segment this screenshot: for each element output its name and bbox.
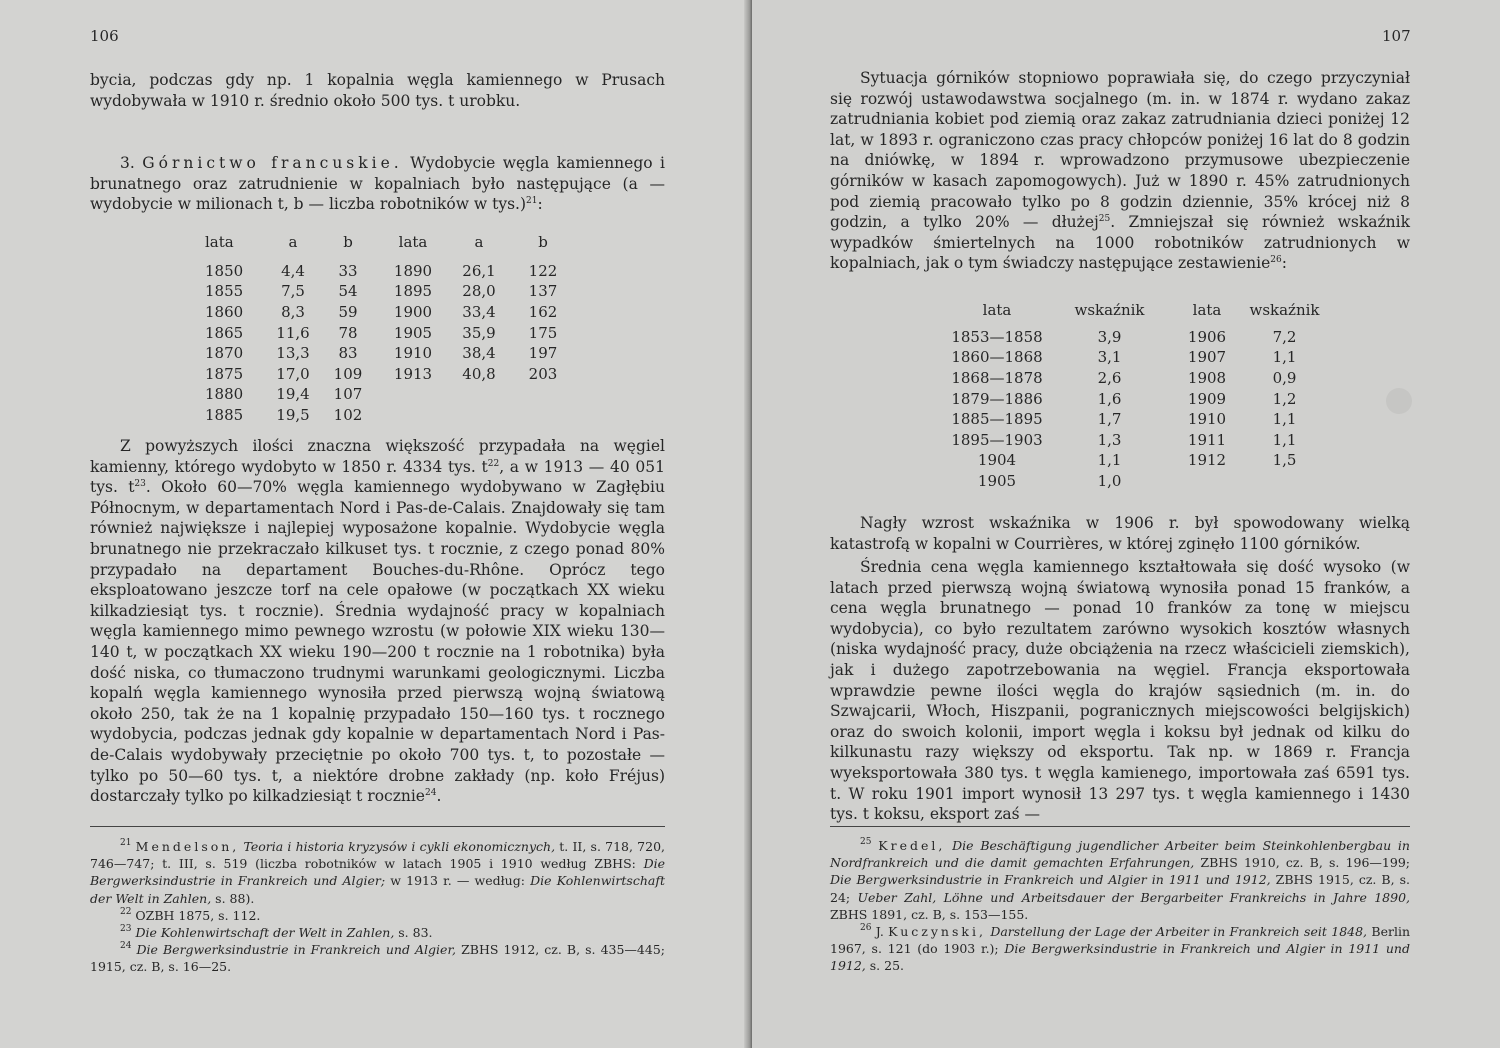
footnote-text: ZBHS 1891, cz. B, s. 153—155. [830,906,1029,922]
table-cell: 1906 [1187,327,1227,346]
footnote [90,941,665,975]
table-cell: 1911 [1187,430,1227,449]
table-cell: 1853—1858 [951,327,1043,346]
table-cell [509,384,577,405]
table-cell: 1904 [977,451,1017,470]
table-row [947,388,1327,409]
footnote-ref: 24 [424,788,437,799]
table-row [195,384,577,405]
author-name: Kuczynski, [888,924,986,940]
table-cell: 1,1 [1272,430,1297,449]
table-cell: 1885 [205,406,244,425]
table-cell: 1890 [393,261,433,280]
table-cell: 1905 [977,472,1017,491]
footnote-ref: 23 [134,479,146,490]
section-title: Górnictwo francuskie. [142,154,403,172]
footnote-number: 25 [860,837,872,847]
footnote-text: w 1913 r. — według: [385,873,531,889]
table-cell: 1,1 [1272,348,1297,367]
table-row [195,302,577,323]
table-cell: 162 [528,303,558,322]
table-cell [377,405,449,426]
table-cell: 1850 [205,261,244,280]
paragraph-continuation [90,70,665,111]
paragraph: Nagły wzrost wskaźnika w 1906 r. był spowodowany wielką katastrofą w kopalni w Courrières, w której zginęło 1100 górników. [830,514,1410,553]
paragraph: Średnia cena węgla kamiennego kształtowała się dość wysoko (w latach przed pierwszą wojną światową wynosiła ponad 15 franków, a cena węgla brunatnego — ponad 10 franków za tonę w miejscu wydobycia), co było rezultatem zarówno wysokich kosztów własnych (niska wydajność pracy, duże obciążenia na rzecz właścicieli ziemskich), jak i dużego zapotrzebowania na węgiel. Francja eksportowała wprawdzie pewne ilości węgla do krajów sąsiednich (m. in. do Szwajcarii, Włoch, Hiszpanii, pogranicznych miejscowości belgijskich) oraz do swoich kolonii, import węgla i koksu był jednak od kilku do kilkunastu razy większy od eksportu. Tak np. w 1869 r. Francja wyeksportowała 380 tys. t węgla kamienego, importowała zaś 6591 tys. t. W roku 1901 import wynosił 13 297 tys. t węgla kamiennego i 1430 tys. t koksu, eksport zaś — [830,558,1410,824]
table-cell: 122 [528,261,558,280]
table-cell: 59 [338,303,358,322]
work-title: Die Beschäftigung jugendlicher Arbeiter beim Steinkohlenbergbau in Nordfrankreich und die damit gemachten Erfahrungen, [830,838,1410,871]
section-number: 3. [120,154,143,172]
footnote-number: 26 [860,923,872,934]
table-cell: 78 [338,323,358,342]
footnotes [830,837,1410,975]
table-cell: 107 [333,385,363,404]
table-cell: 38,4 [462,344,496,363]
table-cell: 19,5 [276,406,310,425]
footnote-text: s. 83. [394,925,433,941]
table-row [195,261,577,282]
paragraph: bycia, podczas gdy np. 1 kopalnia węgla kamiennego w Prusach wydobywała w 1910 r. średnio około 500 tys. t urobku. [90,71,665,110]
table-cell: 17,0 [276,364,310,383]
paragraph-text: , a w 1913 — 40 051 tys. t [90,457,665,497]
table-cell: 0,9 [1272,369,1297,388]
footnote-number: 21 [120,838,132,848]
table-cell: 109 [333,364,363,383]
table-cell: 1885—1895 [951,410,1043,429]
table-cell: 1912 [1187,451,1227,470]
footnote-ref: 21 [526,196,538,207]
footnote-text: ZBHS 1912, cz. B, s. 435—445; 1915, cz. B, s. 16—25. [90,942,665,975]
table-cell: 1865 [205,323,244,342]
footnote-text: s. 88). [211,890,255,906]
table-row [195,364,577,385]
table-row [947,347,1327,368]
table-cell: 1855 [205,282,244,301]
table-row [947,368,1327,389]
table-cell: 1,5 [1272,451,1297,470]
table-cell [449,384,509,405]
coal-price-paragraph [830,557,1410,825]
table-row [947,450,1327,471]
table-body [195,261,577,426]
table-row [947,327,1327,348]
table-cell: 1909 [1187,389,1227,408]
column-header: lata [398,233,428,252]
table-cell [377,384,449,405]
table-cell: 28,0 [462,282,496,301]
table-cell: 1913 [393,364,433,383]
footnote-ref: 26 [1270,255,1282,266]
table-header-row [195,232,577,253]
table-cell: 1,2 [1272,389,1297,408]
table-cell: 1908 [1187,369,1227,388]
table-cell: 1910 [1187,410,1227,429]
table-header-row [947,300,1327,321]
footnote-divider [90,826,665,827]
column-header: wskaźnik [1249,301,1320,320]
work-title: Die Kohlenwirtschaft der Welt in Zahlen, [135,925,395,941]
column-header: b [343,233,353,252]
paragraph-text: Sytuacja górników stopniowo poprawiała się, do czego przyczyniał się rozwój ustawodawstwa socjalnego (m. in. w 1874 r. wydano zakaz zatrudniania kobiet pod ziemią oraz zakaz zatrudniania dzieci poniżej 12 lat, w 1893 r. ograniczono czas pracy chłopców poniżej 16 lat do 8 godzin na dniówkę, w 1894 r. wprowadzono przymusowe ubezpieczenie górników w kasach zapomogowych). Już w 1890 r. 45% zatrudnionych pod ziemią pracowało tylko po 8 godzin dziennie, 35% krócej niż 8 godzin, a tylko 20% — dłużej [830,69,1410,232]
footnote-ref: 22 [487,458,500,469]
table-cell: 8,3 [281,303,305,322]
table-cell: 1,7 [1097,410,1122,429]
footnote-text: ZBHS 1915, cz. B, s. 24; [830,872,1410,905]
paragraph [90,153,665,215]
table-cell: 1870 [205,344,244,363]
table-cell: 1880 [205,385,244,404]
work-title: Die Bergwerksindustrie in Frankreich und Algier; [90,856,665,889]
footnote [830,923,1410,975]
table-cell: 1,1 [1097,451,1122,470]
footnote [830,837,1410,923]
table-cell: 175 [528,323,558,342]
table-cell: 197 [528,344,558,363]
right-page [752,0,1500,1048]
table-cell: 1868—1878 [951,369,1043,388]
table-cell: 33,4 [462,303,496,322]
table-cell: 11,6 [276,323,310,342]
column-header: lata [1192,301,1222,320]
table-cell: 1,6 [1097,389,1122,408]
table-cell: 1,0 [1097,472,1122,491]
paragraph-text: Z powyższych ilości znaczna większość przypadała na węgiel kamienny, którego wydobyto w 1850 r. 4334 tys. t [90,437,665,476]
table-cell: 33 [338,261,358,280]
table-cell: 7,2 [1272,327,1297,346]
punctuation: : [1281,254,1287,273]
paper-blemish [1386,388,1412,414]
table-cell: 35,9 [462,323,496,342]
main-paragraph [90,436,665,807]
table-cell: 54 [338,282,358,301]
footnotes [90,838,665,976]
table-cell: 137 [528,282,558,301]
footnote-text: t. II, s. 718, 720, 746—747; t. III, s. 519 (liczba robotników w latach 1905 i 1910 według ZBHS: [90,839,666,872]
table-cell: 1875 [205,364,244,383]
work-title: Die Bergwerksindustrie in Frankreich und Algier in 1911 und 1912, [830,872,1271,888]
footnote-number: 23 [120,924,132,935]
work-title: Darstellung der Lage der Arbeiter in Frankreich seit 1848, [990,924,1368,940]
footnote-divider [830,826,1410,827]
page-number: 107 [1382,27,1411,45]
table-row [947,409,1327,430]
work-title: Die Bergwerksindustrie in Frankreich und Algier, [136,942,457,958]
section-intro [90,153,665,215]
work-title: Die Bergwerksindustrie in Frankreich und Algier in 1911 und 1912, [830,941,1410,974]
coal-production-table [195,232,577,425]
column-header: lata [205,233,234,252]
column-header: wskaźnik [1074,301,1145,320]
column-header: b [538,233,548,252]
table-cell: 83 [338,344,358,363]
punctuation: : [537,195,543,214]
table-row [195,281,577,302]
footnote [90,907,665,924]
author-name: Kredel, [878,838,946,853]
table-cell: 1910 [393,344,433,363]
table-cell [1172,471,1242,492]
page-number: 106 [90,27,119,45]
table-cell: 1907 [1187,348,1227,367]
footnote [90,838,665,907]
column-header: lata [982,301,1012,320]
table-cell: 40,8 [462,364,496,383]
punctuation: . [436,787,442,806]
footnote-text: s. 25. [865,958,905,974]
table-cell: 1900 [393,303,433,322]
table-cell: 1,1 [1272,410,1297,429]
table-cell: 1905 [393,323,433,342]
table-cell: 1895—1903 [951,430,1043,449]
table-row [947,471,1327,492]
column-header: a [288,233,298,252]
table-cell: 26,1 [462,261,496,280]
paragraph-text: . Około 60—70% węgla kamiennego wydobywano w Zagłębiu Północnym, w departamentach Nord i Pas-de-Calais. Znajdowały się tam również największe i najlepiej wyposażone kopalnie. Wydobycie węgla brunatnego nie przekraczało kilkuset tys. t rocznie, z czego ponad 80% przypadało na departament Bouches-du-Rhône. Oprócz tego eksploatowano jeszcze torf na cele opałowe (w początkach XX wieku kilkadziesiąt tys. t rocznie). Średnia wydajność pracy w kopalniach węgla kamiennego mimo pewnego wzrostu (w połowie XIX wieku 130—140 t, w początkach XX wieku 190—200 t rocznie na 1 robotnika) była dość niska, co tłumaczono trudnymi warunkami geologicznymi. Liczba kopalń węgla kamiennego wynosiła przed pierwszą wojną światową około 250, tak że na 1 kopalnię przypadało 150—160 tys. t rocznego wydobycia, podczas jednak gdy kopalnie w departamentach Nord i Pas-de-Calais wydobywały przeciętnie po około 700 tys. t, to pozostałe — tylko po 50—60 tys. t, a niektóre drobne zakłady (np. koło Fréjus) dostarczały tylko po kilkadziesiąt t rocznie [90,478,665,806]
table-cell [449,405,509,426]
table-cell: 1860 [205,303,244,322]
table-cell: 3,1 [1097,348,1122,367]
footnote [90,924,665,941]
work-title: Ueber Zahl, Löhne und Arbeitsdauer der Bergarbeiter Frankreichs in Jahre 1890, [857,889,1410,905]
footnote-text: Berlin 1967, s. 121 (do 1903 r.); [830,924,1410,957]
table-cell: 4,4 [281,261,305,280]
table-cell: 1895 [393,282,433,301]
accident-index-table [947,300,1327,491]
table-cell: 1879—1886 [951,389,1043,408]
table-cell: 1,3 [1097,430,1122,449]
table-cell: 102 [333,406,363,425]
table-cell: 1860—1868 [951,348,1043,367]
work-title: Die Kohlenwirtschaft der Welt in Zahlen, [90,873,665,906]
footnote-text: ZBHS 1910, cz. B, s. 196—199; [1194,855,1410,871]
footnote-text: J. [871,924,889,940]
column-header: a [474,233,484,252]
paragraph [830,68,1410,274]
work-title: Teoria i historia kryzysów i cykli ekonomicznych, [243,839,556,854]
table-row [947,430,1327,451]
table-row [195,343,577,364]
table-cell: 19,4 [276,385,310,404]
paragraph-text: Wydobycie węgla kamiennego i brunatnego oraz zatrudnienie w kopalniach było następujące (a — wydobycie w milionach t, b — liczba robotników w tys.) [90,154,666,214]
footnote-text: OZBH 1875, s. 112. [131,907,261,923]
table-body [947,327,1327,492]
footnote-ref: 25 [1098,214,1111,225]
footnote-number: 22 [120,906,132,917]
table-cell [509,405,577,426]
table-cell: 203 [528,364,558,383]
table-cell: 7,5 [281,282,305,301]
table-cell: 13,3 [276,344,310,363]
opening-paragraph [830,68,1410,274]
table-cell [1242,471,1327,492]
courrieres-paragraph [830,513,1410,554]
paragraph-text: . Zmniejszał się również wskaźnik wypadków śmiertelnych na 1000 robotników zatrudnionych w kopalniach, jak o tym świadczy następujące zestawienie [830,213,1410,273]
table-row [195,405,577,426]
table-row [195,322,577,343]
author-name: Mendelson, [135,839,240,854]
table-cell: 3,9 [1097,327,1122,346]
table-cell: 2,6 [1097,369,1122,388]
paragraph [90,436,665,807]
footnote-number: 24 [120,941,132,952]
